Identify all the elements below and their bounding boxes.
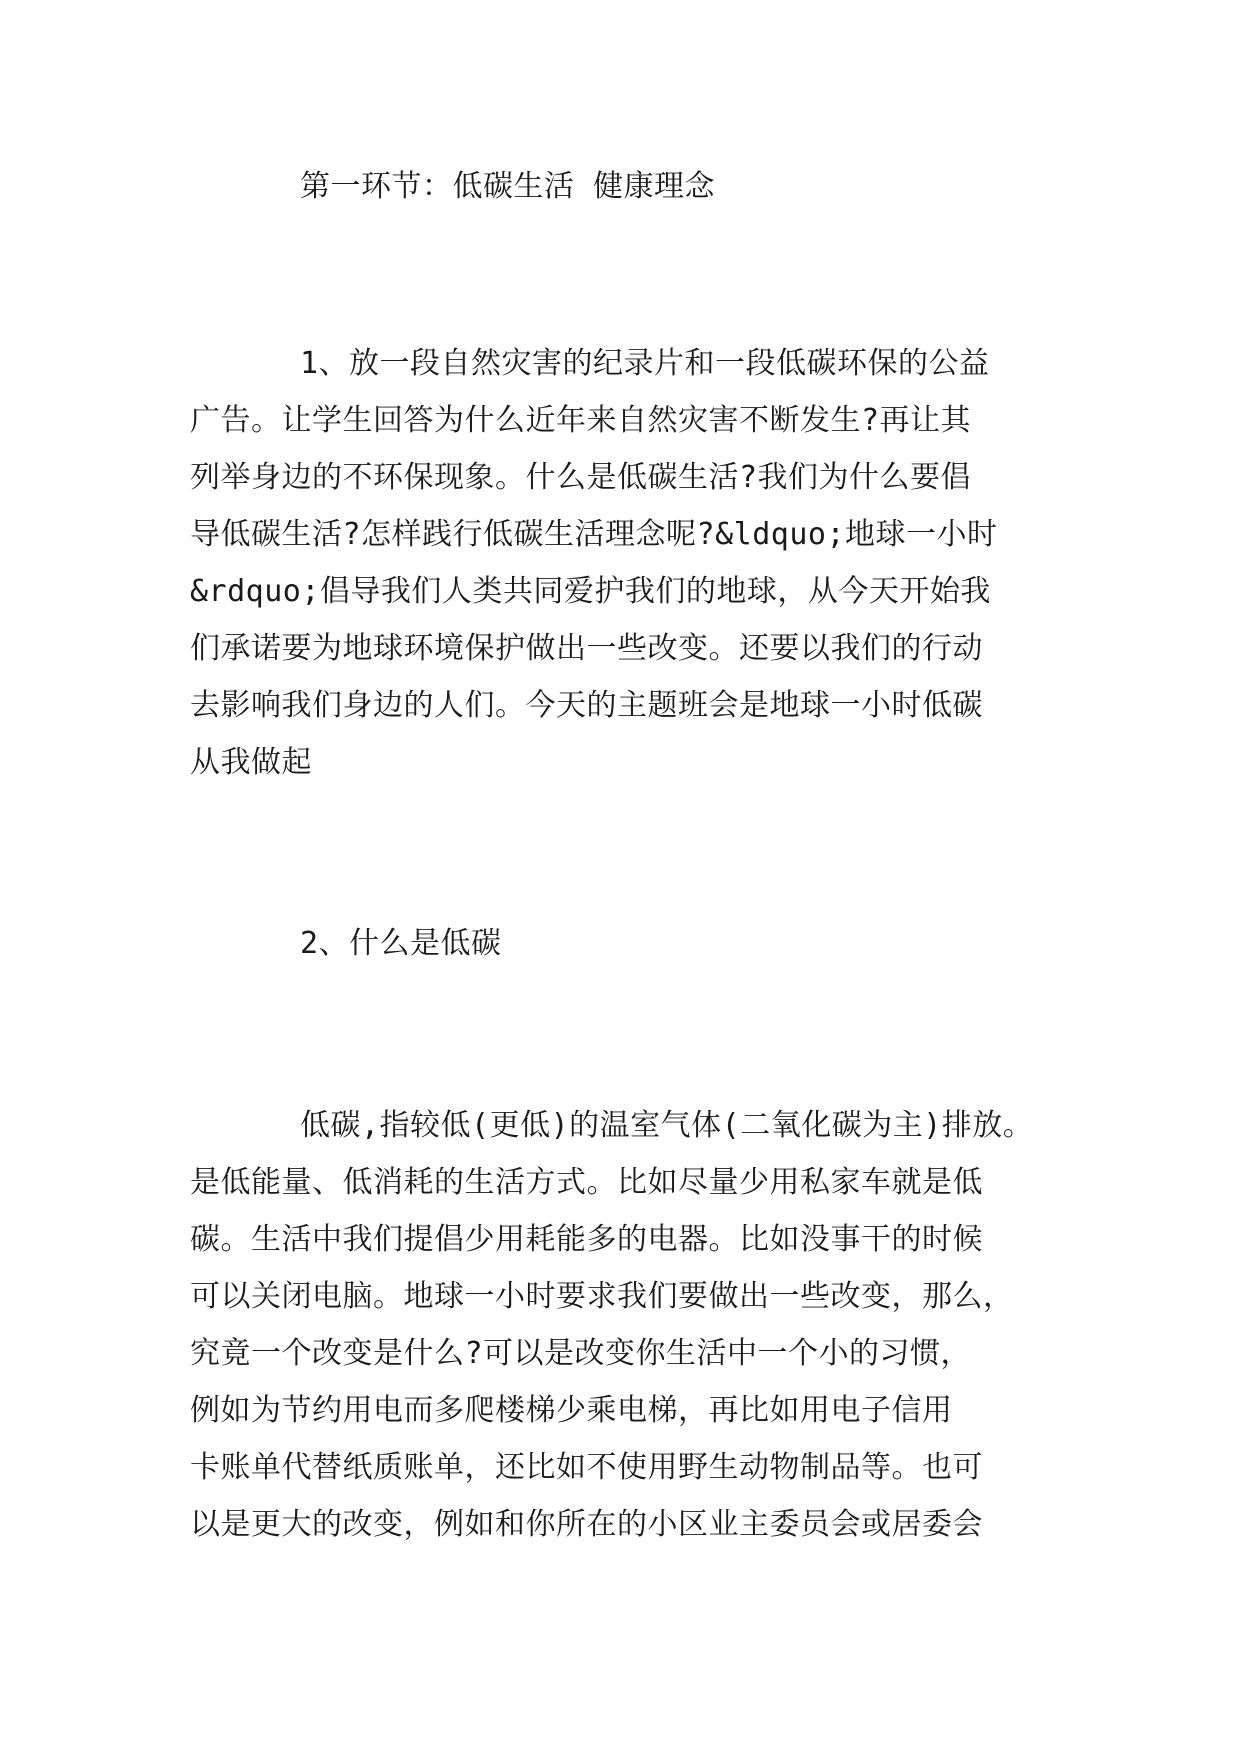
paragraph-line: 碳。生活中我们提倡少用耗能多的电器。比如没事干的时候	[190, 1222, 983, 1257]
paragraph-line: &rdquo;倡导我们人类共同爱护我们的地球，从今天开始我	[190, 574, 991, 609]
paragraph-1	[190, 335, 1060, 791]
paragraph-line: 去影响我们身边的人们。今天的主题班会是地球一小时低碳	[190, 688, 983, 723]
paragraph-line: 可以关闭电脑。地球一小时要求我们要做出一些改变，那么，	[190, 1279, 1014, 1314]
paragraph-line: 例如为节约用电而多爬楼梯少乘电梯，再比如用电子信用	[190, 1393, 953, 1428]
paragraph-line: 是低能量、低消耗的生活方式。比如尽量少用私家车就是低	[190, 1165, 983, 1200]
paragraph-line: 广告。让学生回答为什么近年来自然灾害不断发生?再让其	[190, 403, 972, 438]
paragraph-line: 列举身边的不环保现象。什么是低碳生活?我们为什么要倡	[190, 460, 972, 495]
paragraph-line: 导低碳生活?怎样践行低碳生活理念呢?&ldquo;地球一小时	[190, 517, 998, 552]
paragraph-line: 以是更大的改变，例如和你所在的小区业主委员会或居委会	[190, 1507, 983, 1542]
paragraph-line: 低碳,指较低(更低)的温室气体(二氧化碳为主)排放。	[300, 1108, 1034, 1143]
paragraph-line: 卡账单代替纸质账单，还比如不使用野生动物制品等。也可	[190, 1450, 983, 1485]
paragraph-line: 究竟一个改变是什么?可以是改变你生活中一个小的习惯，	[190, 1336, 972, 1371]
section-heading-text: 第一环节：低碳生活 健康理念	[300, 169, 716, 204]
paragraph-line: 从我做起	[190, 745, 312, 780]
section-heading	[190, 158, 1170, 215]
subheading-2-text: 2、什么是低碳	[300, 926, 502, 961]
paragraph-line: 1、放一段自然灾害的纪录片和一段低碳环保的公益	[300, 346, 990, 381]
paragraph-line: 们承诺要为地球环境保护做出一些改变。还要以我们的行动	[190, 631, 983, 666]
subheading-2	[190, 915, 1170, 972]
paragraph-2	[190, 1097, 1060, 1553]
